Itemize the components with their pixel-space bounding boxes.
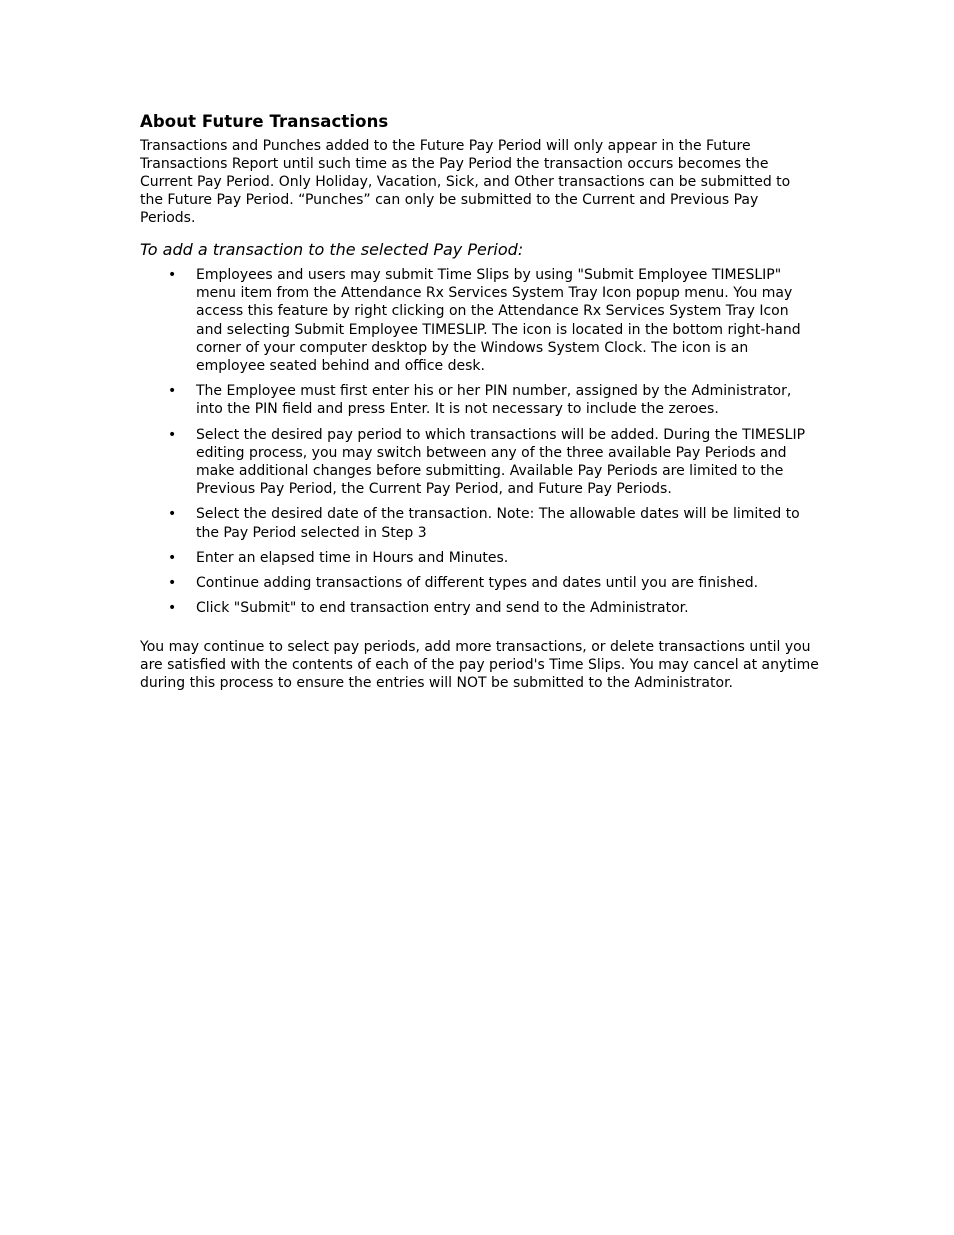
bullet-icon: • [168, 600, 177, 617]
bullet-icon: • [168, 506, 177, 523]
bullet-icon: • [168, 383, 177, 400]
list-item-text: Employees and users may submit Time Slips by using "Submit Employee TIMESLIP" menu item from the Attendance Rx Services System Tray Icon popup menu. You may access this feature by right clicking on the Attendance Rx Services System Tray Icon and selecting Submit Employee TIMESLIP. The icon is located in the bottom right-hand corner of your computer desktop by the Windows System Clock. The icon is an employee seated behind and office desk. [196, 267, 801, 375]
list-item [140, 426, 808, 499]
closing-paragraph: You may continue to select pay periods, add more transactions, or delete transactions until you are satisfied with the contents of each of the pay period's Time Slips. You may cancel at anytime during this process to ensure the entries will NOT be submitted to the Administrator. [140, 639, 819, 692]
procedure-subheading: To add a transaction to the selected Pay Period: [140, 240, 524, 259]
list-item-text: Click "Submit" to end transaction entry and send to the Administrator. [196, 600, 689, 617]
list-item-text: Continue adding transactions of different types and dates until you are finished. [196, 575, 759, 592]
bullet-icon: • [168, 267, 177, 283]
list-item [140, 599, 808, 617]
bullet-icon: • [168, 549, 177, 566]
list-item-text: The Employee must first enter his or her PIN number, assigned by the Administrator, into the PIN field and press Enter. It is not necessary to include the zeroes. [196, 383, 792, 418]
bullet-icon: • [168, 426, 177, 443]
bullet-icon: • [168, 575, 177, 592]
steps-list [140, 266, 820, 617]
list-item [140, 505, 808, 541]
list-item [140, 549, 808, 567]
list-item [140, 574, 808, 592]
list-item [140, 382, 808, 418]
intro-paragraph: Transactions and Punches added to the Future Pay Period will only appear in the Future Transactions Report until such time as the Pay Period the transaction occurs becomes the Current Pay Period. Only Holiday, Vacation, Sick, and Other transactions can be submitted to the Future Pay Period. “Punches” can only be submitted to the Current and Previous Pay Periods. [140, 138, 791, 226]
list-item-text: Enter an elapsed time in Hours and Minutes. [196, 549, 509, 566]
document-page [140, 110, 820, 692]
list-item-text: Select the desired date of the transaction. Note: The allowable dates will be limited to the Pay Period selected in Step 3 [196, 506, 800, 541]
list-item-text: Select the desired pay period to which transactions will be added. During the TIMESLIP editing process, you may switch between any of the three available Pay Periods and make additional changes before submitting. Available Pay Periods are limited to the Previous Pay Period, the Current Pay Period, and Future Pay Periods. [196, 426, 806, 498]
section-heading: About Future Transactions [140, 112, 389, 131]
list-item [140, 266, 808, 375]
